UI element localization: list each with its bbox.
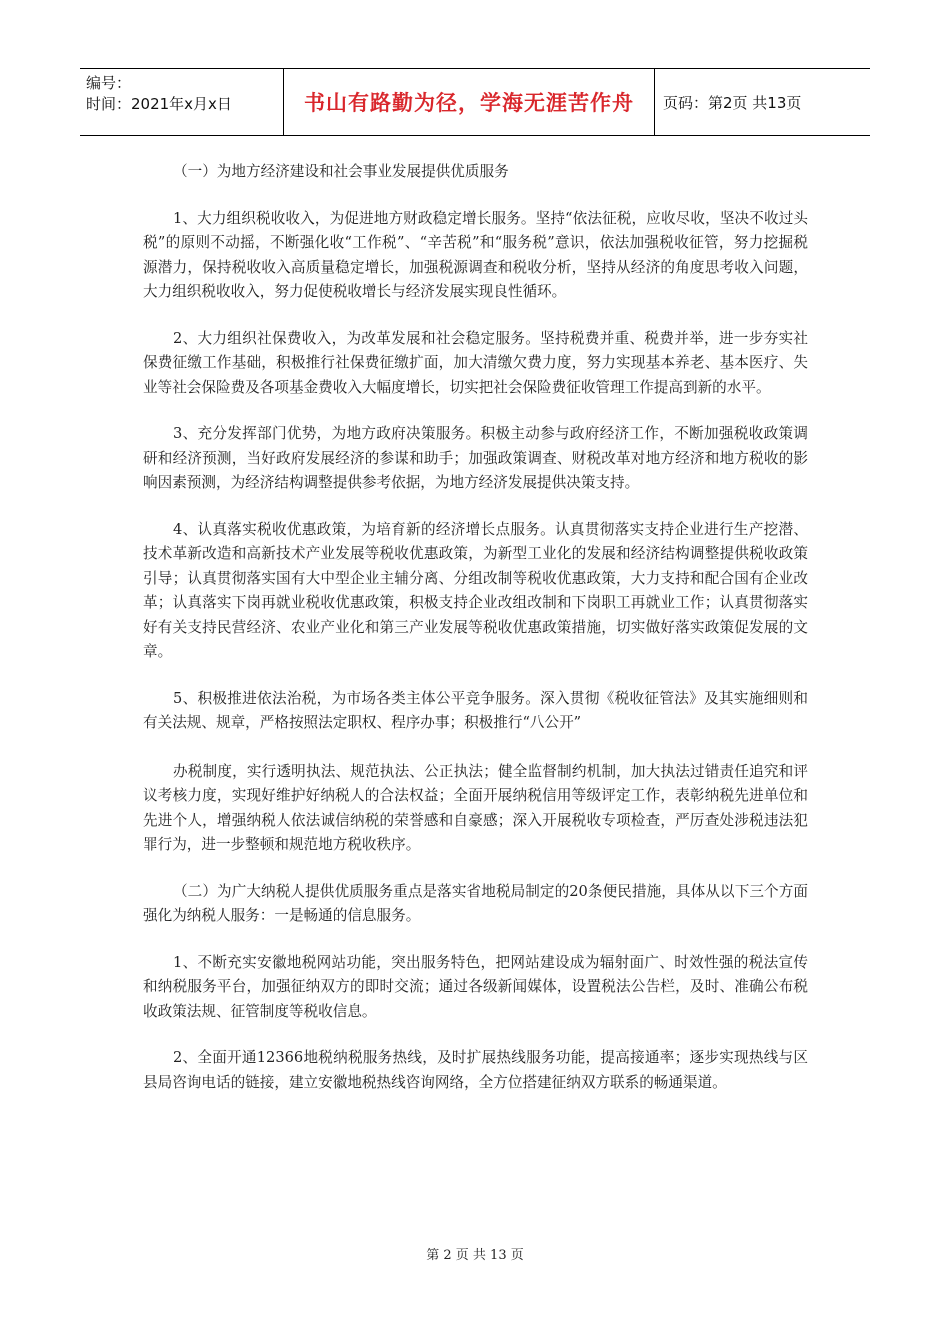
body-paragraph: 2、全面开通12366地税纳税服务热线，及时扩展热线服务功能，提高接通率；逐步实现热线与区县局咨询电话的链接，建立安徽地税热线咨询网络，全方位搭建征纳双方联系的畅通渠道。 <box>143 1049 808 1091</box>
page-footer: 第 2 页 共 13 页 <box>426 1248 524 1263</box>
header-motto: 书山有路勤为径，学海无涯苦作舟 <box>304 91 634 115</box>
body-paragraph: 4、认真落实税收优惠政策，为培育新的经济增长点服务。认真贯彻落实支持企业进行生产挖潜、技术革新改造和高新技术产业发展等税收优惠政策，为新型工业化的发展和经济结构调整提供税收政策引导；认真贯彻落实国有大中型企业主辅分离、分组改制等税收优惠政策，大力支持和配合国有企业改革；认真落实下岗再就业税收优惠政策，积极支持企业改组改制和下岗职工再就业工作；认真贯彻落实好有关支持民营经济、农业产业化和第三产业发展等税收优惠政策措施，切实做好落实政策促发展的文章。 <box>143 520 808 660</box>
header-page-cell <box>655 69 870 135</box>
section-heading-2: （二）为广大纳税人提供优质服务重点是落实省地税局制定的20条便民措施，具体从以下三个方面强化为纳税人服务：一是畅通的信息服务。 <box>143 882 808 924</box>
document-body <box>143 160 808 1095</box>
page-header <box>80 68 870 136</box>
header-motto-cell <box>283 69 655 135</box>
body-paragraph: 3、充分发挥部门优势，为地方政府决策服务。积极主动参与政府经济工作，不断加强税收政策调研和经济预测，当好政府发展经济的参谋和助手；加强政策调查、财税改革对地方经济和地方税收的影响因素预测，为经济结构调整提供参考依据，为地方经济发展提供决策支持。 <box>143 425 808 491</box>
body-paragraph: 2、大力组织社保费收入，为改革发展和社会稳定服务。坚持税费并重、税费并举，进一步夯实社保费征缴工作基础，积极推行社保费征缴扩面，加大清缴欠费力度，努力实现基本养老、基本医疗、失业等社会保险费及各项基金费收入大幅度增长，切实把社会保险费征收管理工作提高到新的水平。 <box>143 329 808 396</box>
header-info <box>80 69 283 135</box>
body-paragraph: 5、积极推进依法治税，为市场各类主体公平竞争服务。深入贯彻《税收征管法》及其实施细则和有关法规、规章，严格按照法定职权、程序办事；积极推行“八公开” <box>143 689 808 731</box>
body-paragraph: 1、大力组织税收收入，为促进地方财政稳定增长服务。坚持“依法征税，应收尽收，坚决不收过头税”的原则不动摇，不断强化收“工作税”、“辛苦税”和“服务税”意识，依法加强税收征管，努力挖掘税源潜力，保持税收收入高质量稳定增长，加强税源调查和税收分析，坚持从经济的角度思考收入问题，大力组织税收收入，努力促使税收增长与经济发展实现良性循环。 <box>143 209 808 300</box>
section-heading-1: （一）为地方经济建设和社会事业发展提供优质服务 <box>173 163 509 180</box>
document-time-label: 时间：2021年x月x日 <box>86 95 232 113</box>
body-paragraph: 1、不断充实安徽地税网站功能，突出服务特色，把网站建设成为辐射面广、时效性强的税法宣传和纳税服务平台，加强征纳双方的即时交流；通过各级新闻媒体，设置税法公告栏，及时、准确公布税收政策法规、征管制度等税收信息。 <box>143 953 808 1020</box>
document-number-label: 编号： <box>86 74 132 92</box>
body-paragraph: 办税制度，实行透明执法、规范执法、公正执法；健全监督制约机制，加大执法过错责任追究和评议考核力度，实现好维护好纳税人的合法权益；全面开展纳税信用等级评定工作，表彰纳税先进单位和先进个人，增强纳税人依法诚信纳税的荣誉感和自豪感；深入开展税收专项检查，严厉查处涉税违法犯罪行为，进一步整顿和规范地方税收秩序。 <box>143 762 808 853</box>
header-page-number: 页码：第2页 共13页 <box>663 93 802 112</box>
